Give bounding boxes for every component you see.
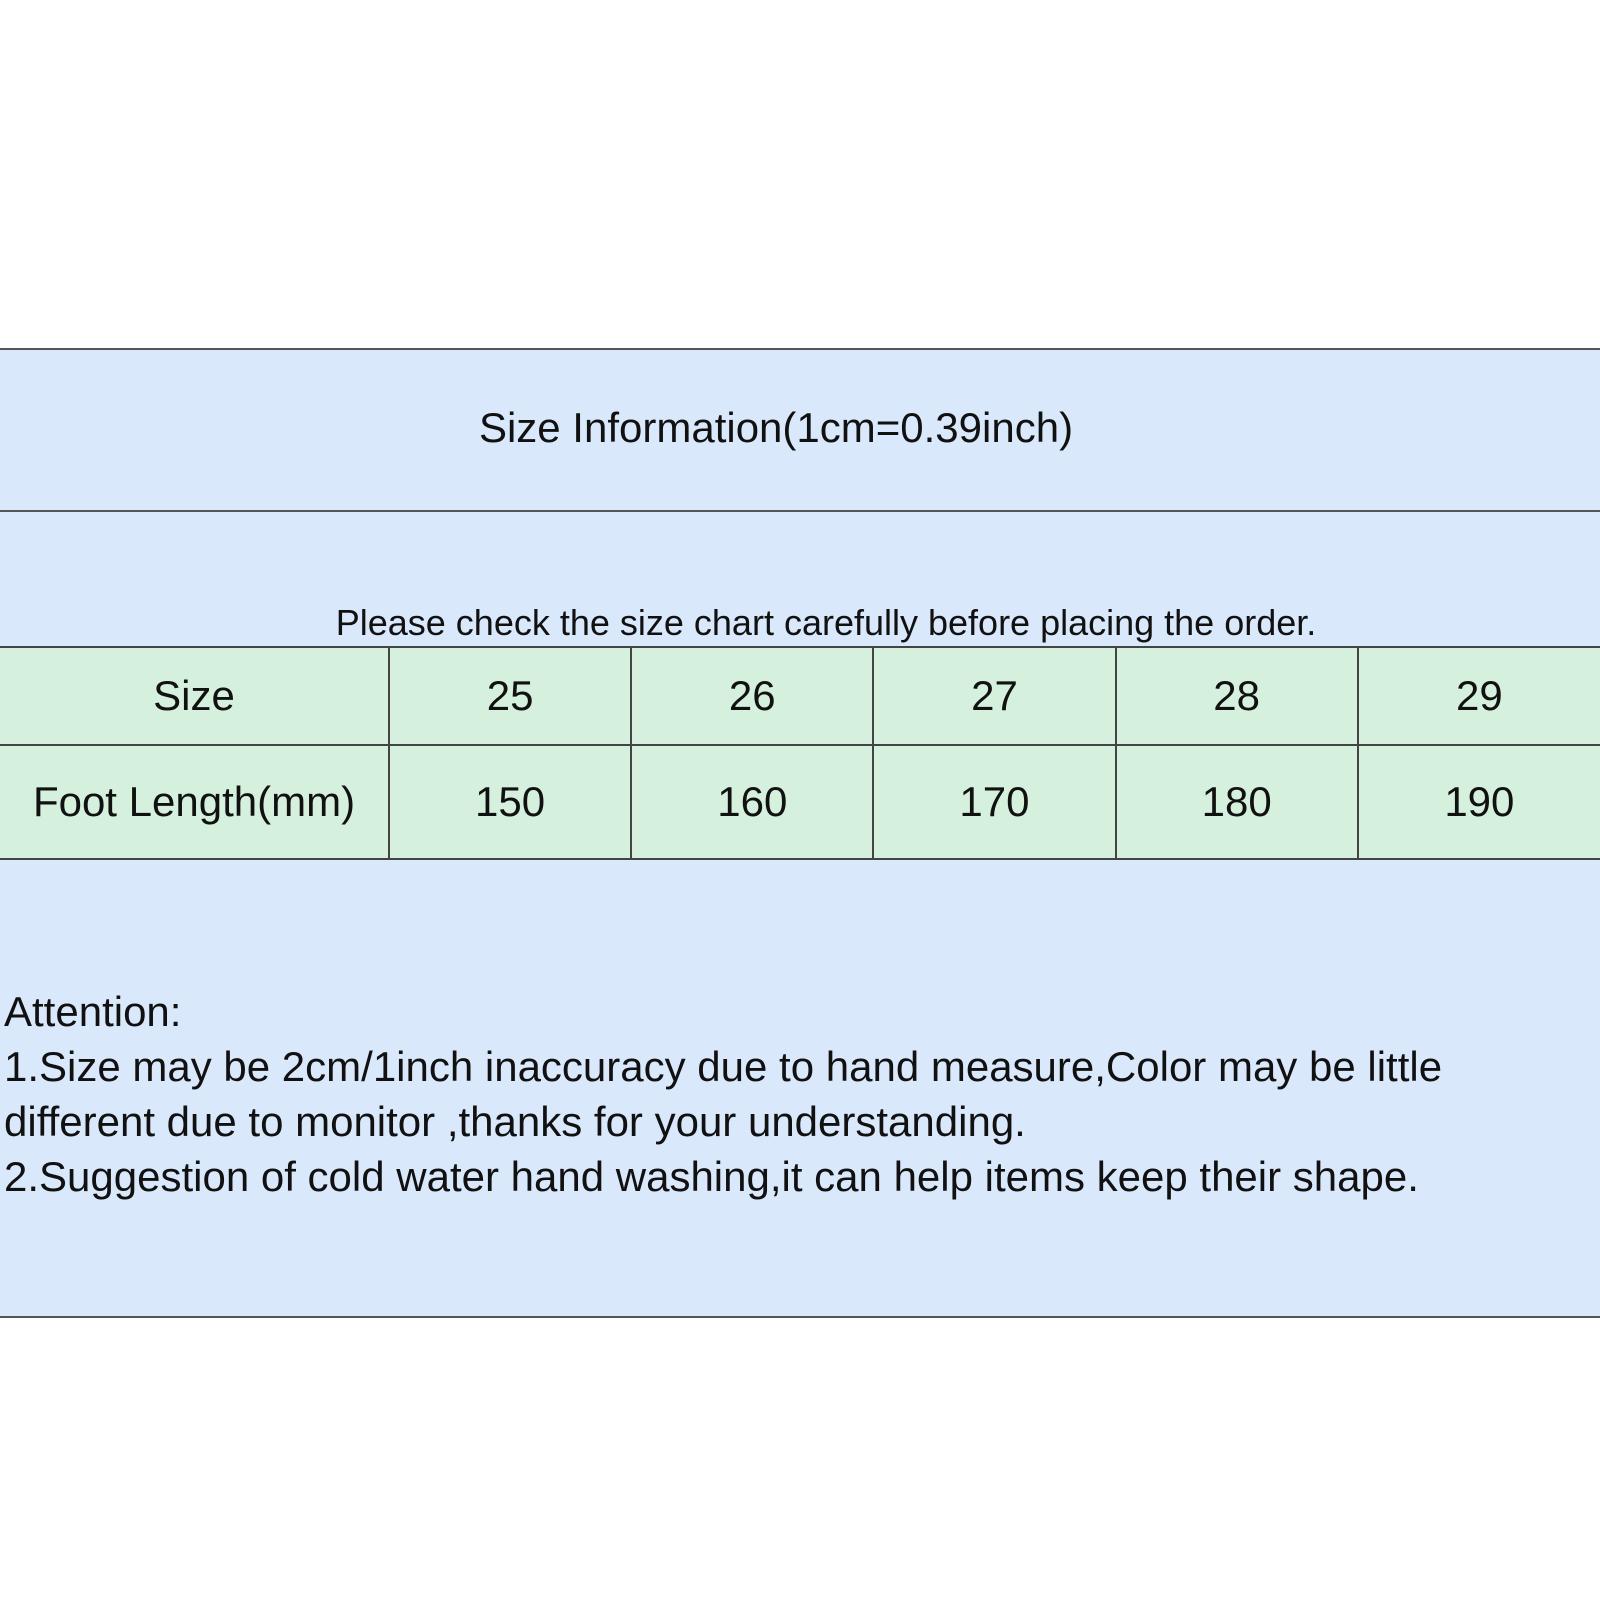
table-cell: 25: [389, 647, 631, 745]
attention-line: 1.Size may be 2cm/1inch inaccuracy due to hand measure,Color may be little: [4, 1043, 1443, 1090]
table-cell: 28: [1116, 647, 1358, 745]
title-band: [0, 350, 1600, 512]
table-cell: 180: [1116, 745, 1358, 859]
table-cell: 150: [389, 745, 631, 859]
table-cell: 190: [1358, 745, 1600, 859]
table-row-foot-length: [0, 745, 1600, 859]
table-cell: 26: [631, 647, 873, 745]
attention-heading: Attention:: [4, 988, 182, 1035]
size-table: [0, 646, 1600, 860]
table-cell: 27: [873, 647, 1115, 745]
row-label-size: Size: [0, 647, 389, 745]
attention-line: 2.Suggestion of cold water hand washing,it can help items keep their shape.: [4, 1153, 1419, 1200]
attention-line: different due to monitor ,thanks for your understanding.: [4, 1098, 1026, 1145]
page-title: Size Information(1cm=0.39inch): [478, 404, 1074, 451]
table-row-size: [0, 647, 1600, 745]
row-label-foot-length: Foot Length(mm): [0, 745, 389, 859]
size-info-panel: [0, 348, 1600, 1318]
size-chart-notice: Please check the size chart carefully before placing the order.: [335, 602, 1317, 643]
table-cell: 160: [631, 745, 873, 859]
table-cell: 170: [873, 745, 1115, 859]
attention-notes: [4, 984, 1594, 1204]
table-cell: 29: [1358, 647, 1600, 745]
